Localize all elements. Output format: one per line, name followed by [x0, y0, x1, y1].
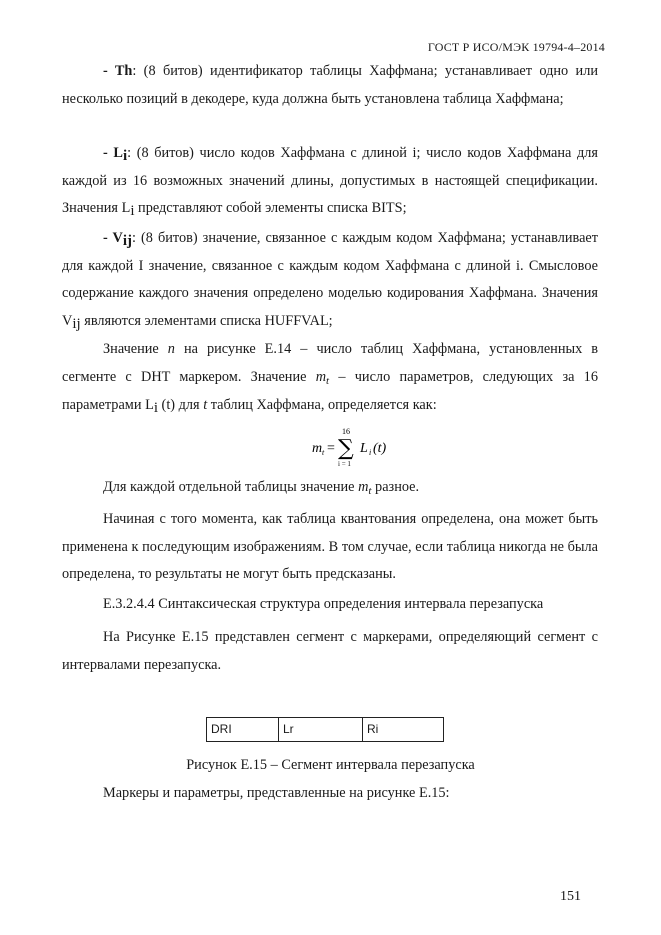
page-number: 151: [560, 889, 581, 904]
apply-paragraph: Начиная с того момента, как таблица квантования определена, она может быть применена к последующим изображениям. В том случае, если таблица никогда не была определена, то результаты не могут быть предсказаны.: [62, 511, 598, 582]
markers-paragraph: Маркеры и параметры, представленные на рисунке E.15:: [103, 785, 450, 801]
distinct-paragraph: [62, 474, 598, 503]
section-heading: E.3.2.4.4 Синтаксическая структура определения интервала перезапуска: [103, 596, 544, 612]
standard-header: ГОСТ Р ИСО/МЭК 19794-4–2014: [427, 40, 605, 54]
n-variable: n: [167, 341, 175, 357]
formula-lower-limit: i = 1: [338, 460, 351, 468]
n-para-text-1: Значение: [103, 341, 168, 357]
formula-lhs-sub: t: [322, 448, 325, 457]
n-paragraph: [62, 336, 598, 420]
th-term: - Th: [103, 63, 133, 79]
li-text-2: представляют собой элементы списка BITS;: [134, 200, 407, 216]
li-text-sub: i: [130, 203, 135, 219]
formula-argument: (t): [373, 441, 387, 456]
th-definition: [62, 58, 598, 113]
t-variable: t: [203, 397, 208, 413]
diagram-cell-ri: Ri: [367, 722, 379, 736]
distinct-text-1: Для каждой отдельной таблицы значение: [103, 479, 359, 495]
formula-term: L: [360, 441, 368, 456]
distinct-text-2: разное.: [371, 479, 420, 495]
vij-text-2: являются элементами списка HUFFVAL;: [80, 312, 333, 329]
formula-upper-limit: 16: [342, 427, 350, 436]
formula-lhs: m: [312, 441, 323, 456]
segment-diagram: [206, 717, 444, 742]
li-term-sub: i: [122, 148, 128, 164]
vij-text-1: : (8 битов) значение, связанное с каждым кодом Хаффмана; устанавливает для каждой I значение, связанное с каждым кодом Хаффмана с длиной i. Смысловое содержание каждого значения определено моделью кодирования Хаффмана. Значения V: [62, 230, 599, 329]
n-para-text-5: таблиц Хаффмана, определяется как:: [207, 397, 437, 413]
vij-text-sub: ij: [72, 315, 81, 332]
diagram-cell-lr: Lr: [279, 718, 363, 741]
li-term: - L: [103, 145, 123, 161]
vij-term-sub: ij: [122, 233, 133, 249]
formula-equals: =: [327, 441, 335, 456]
n-para-text-3: – число параметров, следующих за 16 параметрами L: [62, 368, 598, 413]
m-variable: m: [315, 368, 327, 385]
li-definition: [62, 140, 598, 223]
figure-intro-paragraph: На Рисунке Е.15 представлен сегмент с маркерами, определяющий сегмент с интервалами перезапуска.: [62, 629, 598, 673]
diagram-cell-dri: DRI: [207, 718, 279, 741]
l-variable-sub: i: [153, 400, 158, 416]
distinct-m-sub: t: [368, 485, 372, 497]
m-variable-sub: t: [326, 374, 330, 387]
vij-definition: [62, 225, 598, 335]
n-para-text-2: на рисунке E.14 – число таблиц Хаффмана, установленных в сегменте с DHT маркером. Значение: [62, 341, 598, 385]
formula-sigma: ∑: [338, 436, 354, 461]
formula-term-sub: i: [369, 448, 372, 457]
n-para-text-4: (t) для: [157, 397, 204, 413]
distinct-m-variable: m: [358, 479, 369, 495]
vij-term: - V: [103, 230, 123, 246]
sum-formula: [310, 424, 420, 474]
li-text-1: : (8 битов) число кодов Хаффмана с длиной i; число кодов Хаффмана для каждой из 16 возможных значений длины, допустимых в настоящей спецификации. Значения L: [62, 145, 598, 216]
th-text: : (8 битов) идентификатор таблицы Хаффмана; устанавливает одно или несколько позиций в декодере, куда должна быть установлена таблица Хаффмана;: [62, 63, 598, 107]
figure-caption: Рисунок E.15 – Сегмент интервала перезапуска: [186, 757, 475, 773]
